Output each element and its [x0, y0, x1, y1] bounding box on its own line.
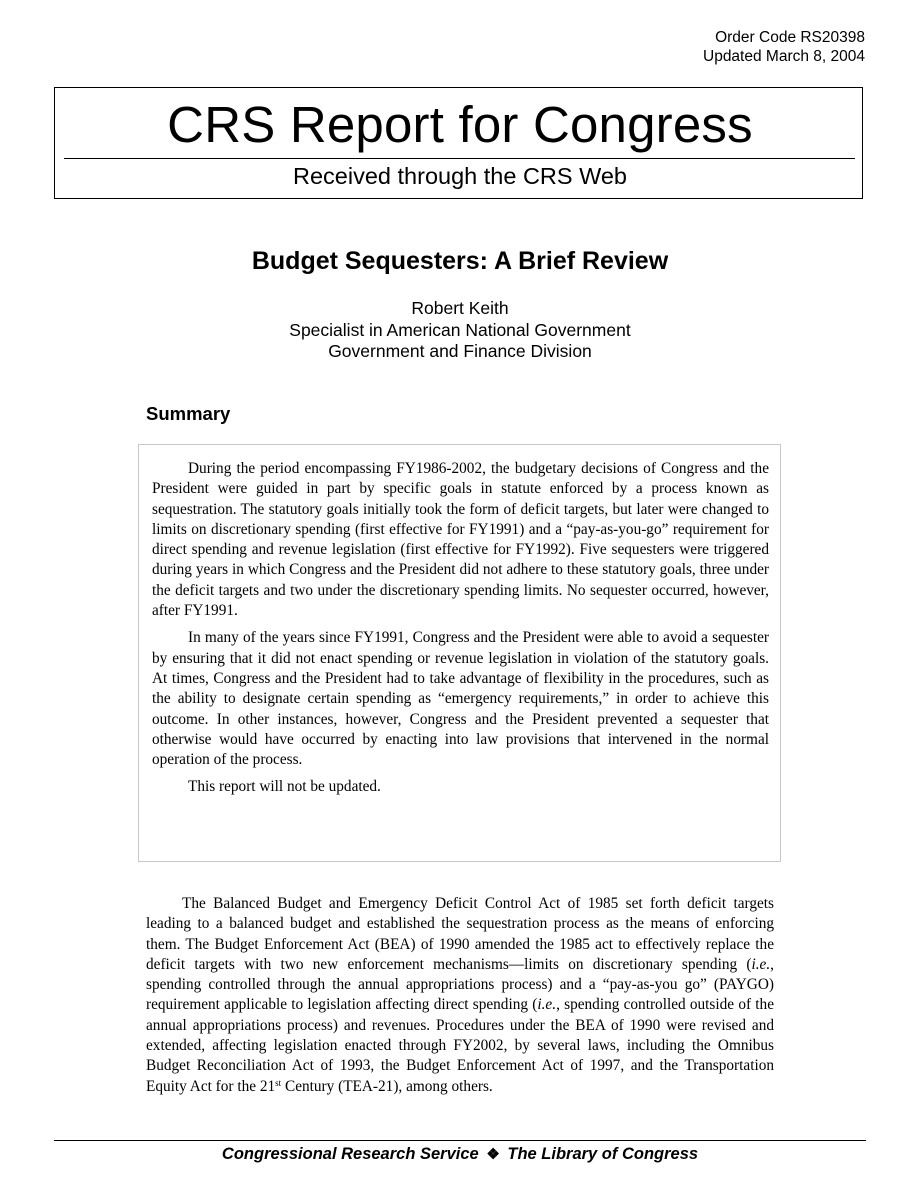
- footer-crs: Congressional Research Service: [221, 1145, 479, 1163]
- summary-paragraph: In many of the years since FY1991, Congress and the President were able to avoid a sequester by ensuring that it did not enact spending or revenue legislation in violation of the statutory goals. At times, Congress and the President had to take advantage of flexibility in the procedures, such as the ability to designate certain spending as “emergency requirements,” in order to achieve this outcome. In other instances, however, Congress and the President prevented a sequester that otherwise would have occurred by enacting into law provisions that intervened in the normal operation of the process.: [152, 629, 769, 769]
- author-division: Government and Finance Division: [328, 341, 592, 361]
- summary-text: [152, 459, 769, 805]
- author-position: Specialist in American National Government: [289, 319, 631, 340]
- diamond-icon: ❖: [486, 1146, 500, 1163]
- footer-divider: [54, 1140, 866, 1141]
- emphasis: i.e.: [751, 955, 771, 973]
- summary-paragraph: During the period encompassing FY1986-2002, the budgetary decisions of Congress and the President were guided in part by specific goals in statute enforced by a process known as sequestration. The statutory goals initially took the form of deficit targets, but later were changed to limits on discretionary spending (first effective for FY1991) and a “pay-as-you-go” requirement for direct spending and revenue legislation (first effective for FY1992). Five sequesters were triggered during years in which Congress and the President did not adhere to these statutory goals, three under the deficit targets and two under the discretionary spending limits. No sequester occurred, however, after FY1991.: [152, 460, 769, 620]
- document-title: Budget Sequesters: A Brief Review: [251, 247, 669, 275]
- page-footer: [0, 1143, 920, 1166]
- order-code: Order Code RS20398: [715, 29, 865, 46]
- banner-title: CRS Report for Congress: [167, 96, 753, 153]
- author-block: [0, 298, 920, 363]
- banner-divider: [64, 158, 855, 159]
- report-metadata: [703, 28, 865, 66]
- superscript: st: [275, 1077, 282, 1088]
- summary-heading: Summary: [146, 403, 231, 424]
- updated-date: Updated March 8, 2004: [703, 48, 865, 65]
- emphasis: i.e.: [537, 996, 557, 1014]
- body-paragraph: The Balanced Budget and Emergency Deficit Control Act of 1985 set forth deficit targets leading to a balanced budget and established the sequestration process as the means of enforcing them. The Budget Enforcement Act (BEA) of 1990 amended the 1985 act to effectively replace the deficit targets with two new enforcement mechanisms—limits on discretionary spending (i.e., spending controlled through the annual appropriations process) and a “pay-as-you go” (PAYGO) requirement applicable to legislation affecting direct spending (i.e., spending controlled outside of the annual appropriations process) and revenues. Procedures under the BEA of 1990 were revised and extended, affecting legislation enacted through FY2002, by several laws, including the Omnibus Budget Reconciliation Act of 1993, the Budget Enforcement Act of 1997, and the Transportation Equity Act for the 21st Century (TEA-21), among others.: [146, 895, 774, 1095]
- body-text: [146, 894, 774, 1097]
- footer-loc: The Library of Congress: [507, 1145, 699, 1163]
- author-name: Robert Keith: [411, 298, 509, 318]
- banner-subtitle: Received through the CRS Web: [293, 163, 627, 189]
- summary-paragraph: This report will not be updated.: [188, 778, 381, 796]
